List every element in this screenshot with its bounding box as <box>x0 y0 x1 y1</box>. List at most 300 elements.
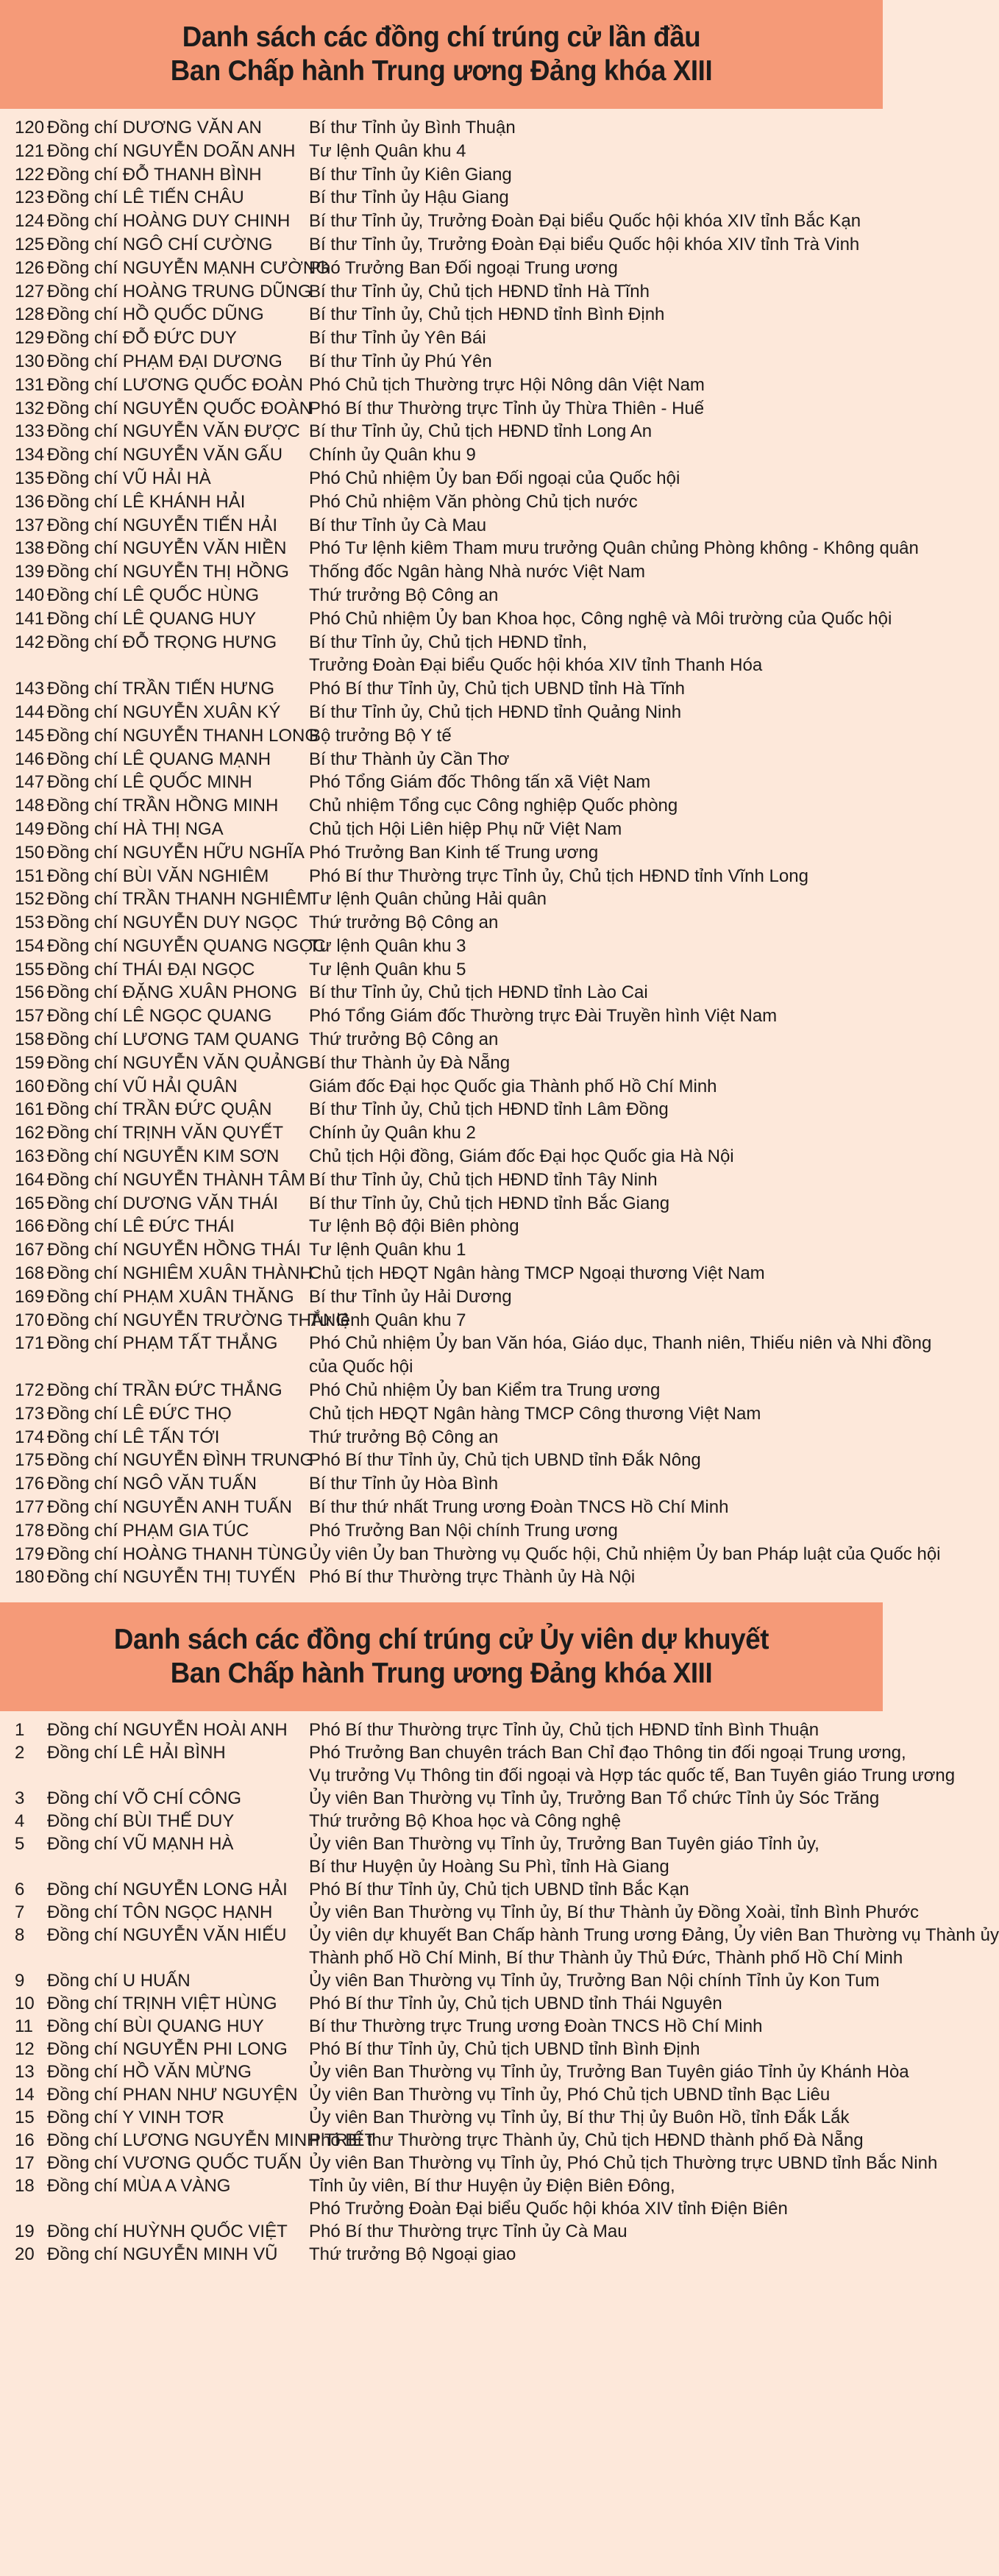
member-position <box>309 2220 875 2243</box>
position-line: Tư lệnh Bộ đội Biên phòng <box>309 1216 519 1237</box>
member-name: Đồng chí TRỊNH VĂN QUYẾT <box>47 1123 283 1143</box>
position-line: Giám đốc Đại học Quốc gia Thành phố Hồ Chí Minh <box>309 1076 717 1096</box>
position-line: Ủy viên Ban Thường vụ Tỉnh ủy, Bí thư Thành ủy Đồng Xoài, tỉnh Bình Phước <box>309 1902 920 1923</box>
item-number: 11 <box>15 2016 33 2037</box>
list-item <box>0 1075 883 1099</box>
position-line: Tỉnh ủy viên, Bí thư Huyện ủy Điện Biên Đông, <box>309 2176 675 2197</box>
position-line: Ủy viên dự khuyết Ban Chấp hành Trung ương Đảng, Ủy viên Ban Thường vụ Thành ủy <box>309 1925 999 1946</box>
list-item <box>0 1741 956 1787</box>
item-number: 137 <box>15 515 45 535</box>
position-line: Thống đốc Ngân hàng Nhà nước Việt Nam <box>309 562 645 582</box>
member-position <box>309 1309 875 1332</box>
position-line: Bí thư Tỉnh ủy Hậu Giang <box>309 188 509 208</box>
item-number: 20 <box>15 2244 35 2265</box>
member-position <box>309 443 875 467</box>
member-position <box>309 1496 875 1519</box>
position-line: Bí thư Tỉnh ủy, Chủ tịch HĐND tỉnh Quảng Ninh <box>309 702 682 722</box>
position-line: Bí thư Thành ủy Đà Nẵng <box>309 1052 511 1073</box>
member-name: Đồng chí NGUYỄN THÀNH TÂM <box>47 1169 306 1190</box>
list-item <box>0 1472 883 1496</box>
position-line: Chính ủy Quân khu 2 <box>309 1123 476 1143</box>
list-item <box>0 420 883 443</box>
member-position <box>309 1924 999 1969</box>
item-number: 178 <box>15 1520 45 1541</box>
item-number: 135 <box>15 468 45 488</box>
member-name: Đồng chí NGUYỄN QUANG NGỌC <box>47 935 326 956</box>
section2-header <box>0 1602 883 1711</box>
member-position <box>309 327 875 350</box>
member-position <box>309 1833 875 1878</box>
member-name: Đồng chí NGUYỄN THỊ HỒNG <box>47 562 289 582</box>
list-item <box>0 140 883 163</box>
member-name: Đồng chí ĐẶNG XUÂN PHONG <box>47 982 298 1003</box>
position-line: Bí thư Tỉnh ủy, Chủ tịch HĐND tỉnh Lào Cai <box>309 982 648 1003</box>
member-name: Đồng chí VŨ HẢI HÀ <box>47 468 211 488</box>
member-position <box>309 397 875 421</box>
member-name: Đồng chí TÔN NGỌC HẠNH <box>47 1902 273 1923</box>
member-name: Đồng chí VÕ CHÍ CÔNG <box>47 1788 242 1809</box>
position-line: Bí thư Tỉnh ủy Hải Dương <box>309 1286 512 1307</box>
member-name: Đồng chí LÊ QUANG HUY <box>47 608 257 629</box>
member-position <box>309 818 875 841</box>
member-name: Đồng chí LÊ ĐỨC THÁI <box>47 1216 235 1237</box>
member-position <box>309 1992 875 2015</box>
member-name: Đồng chí NGUYỄN KIM SƠN <box>47 1146 280 1167</box>
member-position <box>309 1787 880 1810</box>
list-item <box>0 677 883 701</box>
list-item <box>0 560 883 584</box>
list-item <box>0 514 883 538</box>
item-number: 174 <box>15 1427 45 1447</box>
position-line: Bộ trưởng Bộ Y tế <box>309 725 452 746</box>
list-item <box>0 1992 883 2015</box>
position-line: Chính ủy Quân khu 9 <box>309 445 476 465</box>
member-position <box>309 1402 875 1426</box>
list-item <box>0 350 883 374</box>
section2-list <box>0 1711 999 2266</box>
member-name: Đồng chí NGUYỄN VĂN HIẾU <box>47 1925 287 1946</box>
position-line: Tư lệnh Quân khu 7 <box>309 1310 466 1330</box>
list-item <box>0 186 883 210</box>
list-item <box>0 374 883 397</box>
position-line: Bí thư Tỉnh ủy, Trưởng Đoàn Đại biểu Quốc hội khóa XIV tỉnh Trà Vinh <box>309 234 860 254</box>
position-line: Phó Tổng Giám đốc Thông tấn xã Việt Nam <box>309 772 651 793</box>
member-position <box>309 350 875 374</box>
member-name: Đồng chí BÙI VĂN NGHIÊM <box>47 866 269 886</box>
member-name: Đồng chí VŨ MẠNH HÀ <box>47 1834 234 1855</box>
item-number: 179 <box>15 1544 45 1564</box>
item-number: 157 <box>15 1006 45 1027</box>
member-name: Đồng chí HỒ QUỐC DŨNG <box>47 304 264 325</box>
list-item <box>0 1169 883 1192</box>
member-position <box>309 1052 875 1075</box>
member-position <box>309 280 875 304</box>
member-name: Đồng chí Y VINH TƠR <box>47 2108 224 2128</box>
member-position <box>309 1901 920 1924</box>
member-name: Đồng chí NGUYỄN QUỐC ĐOÀN <box>47 398 313 418</box>
position-line: Bí thư Tỉnh ủy, Chủ tịch HĐND tỉnh Long An <box>309 421 653 442</box>
position-line: Thứ trưởng Bộ Ngoại giao <box>309 2244 516 2265</box>
item-number: 163 <box>15 1146 45 1167</box>
list-item <box>0 1005 883 1028</box>
member-name: Đồng chí LÊ QUỐC MINH <box>47 772 252 793</box>
item-number: 128 <box>15 304 45 325</box>
item-number: 122 <box>15 164 45 185</box>
member-name: Đồng chí NGÔ CHÍ CƯỜNG <box>47 234 273 254</box>
list-item <box>0 1192 883 1216</box>
item-number: 121 <box>15 140 45 161</box>
list-item <box>0 467 883 490</box>
position-line: Phó Trưởng Ban Nội chính Trung ương <box>309 1520 618 1541</box>
member-position <box>309 2243 875 2266</box>
item-number: 176 <box>15 1474 45 1494</box>
list-item <box>0 2174 883 2220</box>
member-name: Đồng chí NGUYỄN XUÂN KÝ <box>47 702 281 722</box>
list-item <box>0 1787 883 1810</box>
member-name: Đồng chí NGUYỄN VĂN HIỀN <box>47 538 287 559</box>
member-position <box>309 771 875 794</box>
list-item <box>0 2152 938 2174</box>
member-position <box>309 1169 875 1192</box>
position-line: Tư lệnh Quân khu 3 <box>309 935 466 956</box>
list-item <box>0 2015 883 2038</box>
item-number: 7 <box>15 1902 25 1923</box>
list-item <box>0 257 883 280</box>
position-line: Vụ trưởng Vụ Thông tin đối ngoại và Hợp tác quốc tế, Ban Tuyên giáo Trung ương <box>309 1766 956 1786</box>
member-name: Đồng chí LÊ NGỌC QUANG <box>47 1006 272 1027</box>
member-name: Đồng chí MÙA A VÀNG <box>47 2176 231 2197</box>
list-item <box>0 490 883 514</box>
item-number: 169 <box>15 1286 45 1307</box>
item-number: 6 <box>15 1880 25 1900</box>
item-number: 177 <box>15 1497 45 1518</box>
list-item <box>0 116 883 140</box>
position-line: Ủy viên Ban Thường vụ Tỉnh ủy, Trưởng Ban Tuyên giáo Tỉnh ủy, <box>309 1834 820 1855</box>
item-number: 19 <box>15 2222 35 2242</box>
member-position <box>309 1098 875 1121</box>
list-item <box>0 1402 883 1426</box>
member-position <box>309 1005 875 1028</box>
item-number: 1 <box>15 1720 25 1741</box>
list-item <box>0 2083 883 2106</box>
position-line: Phó Trưởng Ban chuyên trách Ban Chỉ đạo Thông tin đối ngoại Trung ương, <box>309 1743 906 1763</box>
item-number: 146 <box>15 749 45 769</box>
item-number: 136 <box>15 491 45 512</box>
list-item <box>0 1426 883 1449</box>
member-name: Đồng chí TRẦN TIẾN HƯNG <box>47 679 275 699</box>
position-line: Phó Chủ tịch Thường trực Hội Nông dân Việt Nam <box>309 374 705 395</box>
position-line: Chủ nhiệm Tổng cục Công nghiệp Quốc phòng <box>309 796 678 816</box>
position-line: Ủy viên Ban Thường vụ Tỉnh ủy, Phó Chủ tịch Thường trực UBND tỉnh Bắc Ninh <box>309 2153 938 2174</box>
member-name: Đồng chí ĐỖ TRỌNG HƯNG <box>47 632 277 652</box>
member-position <box>309 1969 880 1992</box>
list-item <box>0 163 883 187</box>
position-line: Phó Bí thư Thường trực Tỉnh ủy, Chủ tịch HĐND tỉnh Vĩnh Long <box>309 866 808 886</box>
member-position <box>309 1741 956 1787</box>
list-item <box>0 1566 883 1589</box>
item-number: 172 <box>15 1380 45 1401</box>
member-name: Đồng chí NGHIÊM XUÂN THÀNH <box>47 1263 313 1284</box>
list-item <box>0 2061 909 2083</box>
item-number: 143 <box>15 679 45 699</box>
member-position <box>309 163 875 187</box>
list-item <box>0 1810 883 1833</box>
list-item <box>0 701 883 724</box>
member-name: Đồng chí PHẠM XUÂN THĂNG <box>47 1286 294 1307</box>
member-position <box>309 1075 875 1099</box>
member-position <box>309 1472 875 1496</box>
position-line: Bí thư Tỉnh ủy, Chủ tịch HĐND tỉnh Hà Tĩnh <box>309 281 650 302</box>
member-position <box>309 958 875 982</box>
item-number: 144 <box>15 702 45 722</box>
item-number: 159 <box>15 1052 45 1073</box>
member-name: Đồng chí LÊ QUANG MẠNH <box>47 749 271 769</box>
item-number: 130 <box>15 351 45 371</box>
item-number: 166 <box>15 1216 45 1237</box>
member-position <box>309 2129 875 2152</box>
member-position <box>309 1332 932 1379</box>
list-item <box>0 958 883 982</box>
member-position <box>309 420 875 443</box>
member-position <box>309 911 875 935</box>
section1-header <box>0 0 883 109</box>
list-item <box>0 1332 932 1379</box>
member-name: Đồng chí NGUYỄN ANH TUẤN <box>47 1497 292 1518</box>
member-position <box>309 1145 875 1169</box>
position-line: Bí thư Tỉnh ủy, Chủ tịch HĐND tỉnh Bình Định <box>309 304 665 325</box>
member-position <box>309 560 875 584</box>
item-number: 15 <box>15 2108 35 2128</box>
member-name: Đồng chí LÊ ĐỨC THỌ <box>47 1403 232 1424</box>
member-name: Đồng chí LƯƠNG QUỐC ĐOÀN <box>47 374 303 395</box>
list-item <box>0 1833 883 1878</box>
item-number: 131 <box>15 374 45 395</box>
list-item <box>0 280 883 304</box>
position-line: Phó Bí thư Thường trực Tỉnh ủy Cà Mau <box>309 2222 628 2242</box>
member-position <box>309 1719 875 1741</box>
list-item <box>0 397 883 421</box>
list-item <box>0 1496 883 1519</box>
member-name: Đồng chí LƯƠNG TAM QUANG <box>47 1030 299 1050</box>
position-line: Thứ trưởng Bộ Công an <box>309 585 499 605</box>
list-item <box>0 607 892 631</box>
item-number: 125 <box>15 234 45 254</box>
position-line: Tư lệnh Quân chủng Hải quân <box>309 889 547 910</box>
list-item <box>0 1028 883 1052</box>
member-position <box>309 2015 875 2038</box>
item-number: 160 <box>15 1076 45 1096</box>
item-number: 2 <box>15 1743 25 1763</box>
position-line: Bí thư Tỉnh ủy Yên Bái <box>309 328 486 349</box>
member-name: Đồng chí TRẦN THANH NGHIÊM <box>47 889 312 910</box>
position-line: Phó Bí thư Tỉnh ủy, Chủ tịch UBND tỉnh Bình Định <box>309 2039 700 2060</box>
member-name: Đồng chí NGUYỄN VĂN QUẢNG <box>47 1052 310 1073</box>
member-name: Đồng chí PHẠM ĐẠI DƯƠNG <box>47 351 282 371</box>
position-line: Phó Bí thư Tỉnh ủy, Chủ tịch UBND tỉnh Đắk Nông <box>309 1450 701 1471</box>
member-position <box>309 2152 938 2174</box>
member-position <box>309 2106 875 2129</box>
list-item <box>0 1379 883 1402</box>
member-position <box>309 935 875 958</box>
member-name: Đồng chí NGUYỄN HOÀI ANH <box>47 1720 288 1741</box>
member-name: Đồng chí NGUYỄN DUY NGỌC <box>47 913 298 933</box>
member-position <box>309 2174 875 2220</box>
member-name: Đồng chí U HUẤN <box>47 1971 191 1991</box>
member-name: Đồng chí PHẠM TẤT THẮNG <box>47 1333 278 1354</box>
member-position <box>309 1238 875 1262</box>
position-line: Ủy viên Ban Thường vụ Tỉnh ủy, Trưởng Ban Tuyên giáo Tỉnh ủy Khánh Hòa <box>309 2062 909 2083</box>
position-line: Phó Tổng Giám đốc Thường trực Đài Truyền hình Việt Nam <box>309 1006 778 1027</box>
item-number: 156 <box>15 982 45 1003</box>
list-item <box>0 1719 883 1741</box>
member-position <box>309 607 892 631</box>
item-number: 9 <box>15 1971 25 1991</box>
member-name: Đồng chí LƯƠNG NGUYỄN MINH TRIẾT <box>47 2130 376 2151</box>
member-name: Đồng chí BÙI THẾ DUY <box>47 1811 235 1832</box>
member-position <box>309 677 875 701</box>
item-number: 171 <box>15 1333 45 1354</box>
position-line: Chủ tịch Hội đồng, Giám đốc Đại học Quốc gia Hà Nội <box>309 1146 734 1167</box>
list-item <box>0 888 883 911</box>
position-line: Bí thư Tỉnh ủy, Chủ tịch HĐND tỉnh Bắc Giang <box>309 1193 670 1213</box>
position-line: Thứ trưởng Bộ Công an <box>309 1427 499 1447</box>
item-number: 126 <box>15 257 45 278</box>
list-item <box>0 1052 883 1075</box>
position-line: Thứ trưởng Bộ Công an <box>309 913 499 933</box>
position-line: Phó Bí thư Tỉnh ủy, Chủ tịch UBND tỉnh Bắc Kạn <box>309 1880 689 1900</box>
member-position <box>309 1543 941 1566</box>
position-line: Chủ tịch HĐQT Ngân hàng TMCP Công thương Việt Nam <box>309 1403 761 1424</box>
position-line: Ủy viên Ban Thường vụ Tỉnh ủy, Phó Chủ tịch UBND tỉnh Bạc Liêu <box>309 2085 831 2105</box>
member-position <box>309 467 875 490</box>
item-number: 123 <box>15 188 45 208</box>
item-number: 134 <box>15 445 45 465</box>
member-name: Đồng chí NGUYỄN PHI LONG <box>47 2039 288 2060</box>
member-position <box>309 1215 875 1238</box>
position-line: Phó Trưởng Ban Đối ngoại Trung ương <box>309 257 618 278</box>
member-position <box>309 1878 875 1901</box>
item-number: 120 <box>15 118 45 138</box>
section1-list <box>0 109 941 1589</box>
item-number: 14 <box>15 2085 35 2105</box>
member-name: Đồng chí TRẦN ĐỨC THẮNG <box>47 1380 282 1401</box>
list-item <box>0 1285 883 1309</box>
item-number: 5 <box>15 1834 25 1855</box>
member-name: Đồng chí TRỊNH VIỆT HÙNG <box>47 1994 277 2014</box>
member-position <box>309 1566 875 1589</box>
member-position <box>309 865 875 888</box>
member-name: Đồng chí THÁI ĐẠI NGỌC <box>47 959 255 980</box>
item-number: 180 <box>15 1567 45 1588</box>
member-name: Đồng chí DƯƠNG VĂN AN <box>47 118 262 138</box>
list-item <box>0 2129 883 2152</box>
position-line: Thứ trưởng Bộ Khoa học và Công nghệ <box>309 1811 622 1832</box>
position-line: Bí thư Huyện ủy Hoàng Su Phì, tỉnh Hà Giang <box>309 1857 669 1877</box>
position-line: Bí thư Tỉnh ủy Cà Mau <box>309 515 487 535</box>
item-number: 155 <box>15 959 45 980</box>
item-number: 154 <box>15 935 45 956</box>
member-name: Đồng chí HUỲNH QUỐC VIỆT <box>47 2222 288 2242</box>
item-number: 13 <box>15 2062 35 2083</box>
item-number: 124 <box>15 211 45 232</box>
member-name: Đồng chí LÊ TẤN TỚI <box>47 1427 220 1447</box>
list-item <box>0 865 883 888</box>
item-number: 168 <box>15 1263 45 1284</box>
item-number: 158 <box>15 1030 45 1050</box>
position-line: Phó Bí thư Thường trực Tỉnh ủy, Chủ tịch HĐND tỉnh Bình Thuận <box>309 1720 820 1741</box>
position-line: Phó Chủ nhiệm Ủy ban Đối ngoại của Quốc hội <box>309 468 680 488</box>
list-item <box>0 1901 920 1924</box>
list-item <box>0 2220 883 2243</box>
item-number: 165 <box>15 1193 45 1213</box>
item-number: 167 <box>15 1240 45 1260</box>
item-number: 3 <box>15 1788 25 1809</box>
list-item <box>0 935 883 958</box>
member-position <box>309 303 875 327</box>
member-position <box>309 981 875 1005</box>
member-position <box>309 724 875 748</box>
position-line: Tư lệnh Quân khu 1 <box>309 1240 466 1260</box>
position-line: của Quốc hội <box>309 1357 413 1377</box>
member-position <box>309 1810 875 1833</box>
member-name: Đồng chí PHAN NHƯ NGUYỆN <box>47 2085 298 2105</box>
position-line: Phó Trưởng Ban Kinh tế Trung ương <box>309 842 599 863</box>
list-item <box>0 327 883 350</box>
member-position <box>309 1262 875 1285</box>
member-position <box>309 1449 875 1472</box>
list-item <box>0 794 883 818</box>
position-line: Ủy viên Ban Thường vụ Tỉnh ủy, Trưởng Ban Tổ chức Tỉnh ủy Sóc Trăng <box>309 1788 880 1809</box>
member-position <box>309 841 875 865</box>
member-name: Đồng chí NGUYỄN ĐÌNH TRUNG <box>47 1450 314 1471</box>
list-item <box>0 1878 883 1901</box>
position-line: Phó Chủ nhiệm Ủy ban Văn hóa, Giáo dục, Thanh niên, Thiếu niên và Nhi đồng <box>309 1333 932 1354</box>
list-item <box>0 537 919 560</box>
member-name: Đồng chí TRẦN HỒNG MINH <box>47 796 279 816</box>
list-item <box>0 1309 883 1332</box>
position-line: Bí thư Tỉnh ủy, Chủ tịch HĐND tỉnh Tây Ninh <box>309 1169 658 1190</box>
member-position <box>309 490 875 514</box>
member-name: Đồng chí HỒ VĂN MỪNG <box>47 2062 252 2083</box>
item-number: 138 <box>15 538 45 559</box>
list-item <box>0 233 883 257</box>
list-item <box>0 1969 883 1992</box>
member-name: Đồng chí NGUYỄN TIẾN HẢI <box>47 515 277 535</box>
position-line: Bí thư Thành ủy Cần Thơ <box>309 749 510 769</box>
member-position <box>309 1426 875 1449</box>
position-line: Phó Bí thư Thường trực Thành ủy, Chủ tịch HĐND thành phố Đà Nẵng <box>309 2130 864 2151</box>
member-position <box>309 701 875 724</box>
position-line: Chủ tịch HĐQT Ngân hàng TMCP Ngoại thương Việt Nam <box>309 1263 765 1284</box>
member-name: Đồng chí DƯƠNG VĂN THÁI <box>47 1193 279 1213</box>
item-number: 4 <box>15 1811 25 1832</box>
member-name: Đồng chí TRẦN ĐỨC QUẬN <box>47 1099 272 1120</box>
position-line: Phó Chủ nhiệm Ủy ban Khoa học, Công nghệ và Môi trường của Quốc hội <box>309 608 892 629</box>
item-number: 132 <box>15 398 45 418</box>
item-number: 170 <box>15 1310 45 1330</box>
position-line: Thứ trưởng Bộ Công an <box>309 1030 499 1050</box>
position-line: Ủy viên Ủy ban Thường vụ Quốc hội, Chủ nhiệm Ủy ban Pháp luật của Quốc hội <box>309 1544 941 1564</box>
member-position <box>309 186 875 210</box>
list-item <box>0 443 883 467</box>
position-line: Bí thư thứ nhất Trung ương Đoàn TNCS Hồ Chí Minh <box>309 1497 729 1518</box>
member-position <box>309 2061 909 2083</box>
member-position <box>309 2038 875 2061</box>
list-item <box>0 1924 999 1969</box>
member-position <box>309 537 919 560</box>
list-item <box>0 981 883 1005</box>
position-line: Tư lệnh Quân khu 5 <box>309 959 466 980</box>
